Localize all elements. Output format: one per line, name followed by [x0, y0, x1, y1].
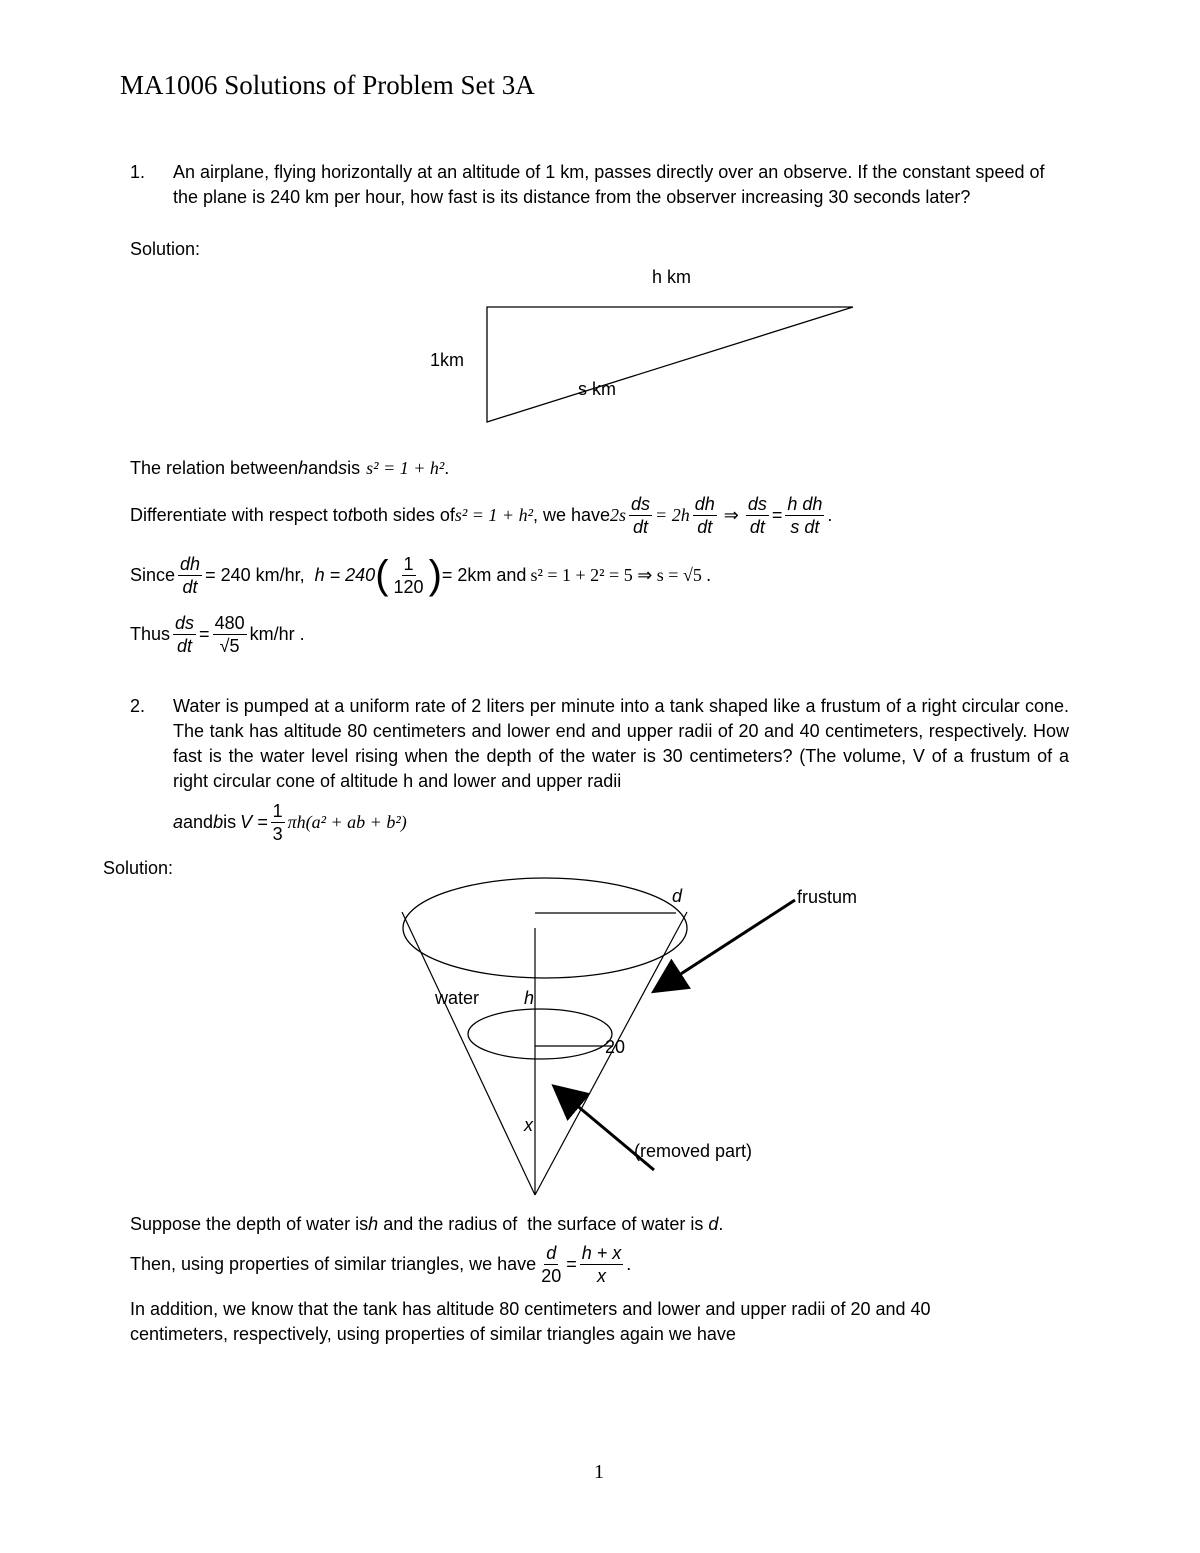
- q1-differentiate: Differentiate with respect to t both sides of s² = 1 + h² , we have 2s $\frac{ds}{dt}$ = 2h $\frac{dh}{dt}$ ⇒ $\frac{ds}{dt}$ = $\frac{\text{h dh}}{\text{s dt}}$ .: [130, 494, 833, 537]
- q1-since: Since $\frac{dh}{dt}$ = 240 km/hr, h = 240 ( $\frac{1}{120}$ ) = 2km and s² = 1 + 2² = 5 ⇒ s = √5 .: [130, 553, 711, 597]
- top-ellipse: [403, 878, 687, 978]
- h-plus-x-over-x: $\frac{h + x}{x}$: [581, 1243, 622, 1286]
- q1-solution-label: Solution:: [130, 239, 201, 259]
- cone-left-edge: [402, 912, 535, 1195]
- page-title: MA1006 Solutions of Problem Set 3A: [120, 70, 535, 100]
- q2-label-x: x: [524, 1115, 533, 1135]
- water-surface-ellipse: [468, 1009, 612, 1059]
- q1-number: 1.: [130, 162, 146, 182]
- q2-label-removed: (removed part): [634, 1141, 753, 1161]
- q2-text: Water is pumped at a uniform rate of 2 liters per minute into a tank shaped like a frustum of a right circular cone. The tank has altitude 80 centimeters and lower end and upper radii of 20 and 40 centimeters, respectively. How fast is the water level rising when the depth of the water is 30 centimeters? (The volume, V of a frustum of a right circular cone of altitude h and lower and upper radii: [173, 696, 1069, 791]
- q2-label-d: d: [672, 886, 683, 906]
- q2-solution-label: Solution:: [103, 858, 174, 878]
- q1-label-left: 1km: [430, 350, 465, 370]
- ds-dt-fraction-4: $\frac{ds}{dt}$: [175, 613, 195, 656]
- ds-dt-fraction-2: $\frac{ds}{dt}$: [747, 494, 767, 537]
- 480-over-root5: $\frac{480}{√5}$: [214, 613, 245, 656]
- d-over-20: $\frac{d}{20}$: [541, 1243, 562, 1286]
- q1-text: An airplane, flying horizontally at an altitude of 1 km, passes directly over an observe. If the constant speed of the plane is 240 km per hour, how fast is its distance from the observer increasing 30 seconds later?: [173, 162, 1045, 207]
- frustum-arrow: [656, 900, 795, 990]
- q2-formula: a and b is V = $\frac{1}{3}$ πh(a² + ab + b²): [173, 801, 407, 844]
- dh-dt-fraction: $\frac{dh}{dt}$: [694, 494, 715, 537]
- dh-dt-fraction-3: $\frac{dh}{dt}$: [180, 554, 201, 597]
- q2-addition: In addition, we know that the tank has altitude 80 centimeters and lower and upper radii of 20 and 40 centimeters, respectively, using properties of similar triangles again we have: [130, 1299, 931, 1344]
- one-third: $\frac{1}{3}$: [272, 801, 283, 844]
- q1-label-hyp: s km: [578, 379, 616, 399]
- q1-relation: The relation between h and s is s² = 1 + h² .: [130, 458, 450, 478]
- q2-label-water: water: [435, 988, 480, 1008]
- q2-suppose: Suppose the depth of water is h and the radius of the surface of water is d .: [130, 1214, 724, 1234]
- q2-number: 2.: [130, 696, 146, 716]
- h-dh-over-s-dt: $\frac{\text{h dh}}{\text{s dt}}$: [787, 494, 823, 537]
- q2-label-20: 20: [605, 1037, 626, 1057]
- one-over-120: $\frac{1}{120}$: [393, 554, 424, 597]
- q2-then: Then, using properties of similar triangles, we have $\frac{d}{20}$ = $\frac{h + x}{x}$ .: [130, 1243, 632, 1286]
- ds-dt-fraction: $\frac{ds}{dt}$: [631, 494, 651, 537]
- q2-label-frustum: frustum: [797, 887, 858, 907]
- q1-label-top: h km: [652, 267, 692, 287]
- q2-label-h: h: [524, 988, 535, 1008]
- page-number: 1: [594, 1461, 604, 1483]
- q1-thus: Thus $\frac{ds}{dt}$ = $\frac{480}{√5}$ km/hr .: [130, 613, 305, 656]
